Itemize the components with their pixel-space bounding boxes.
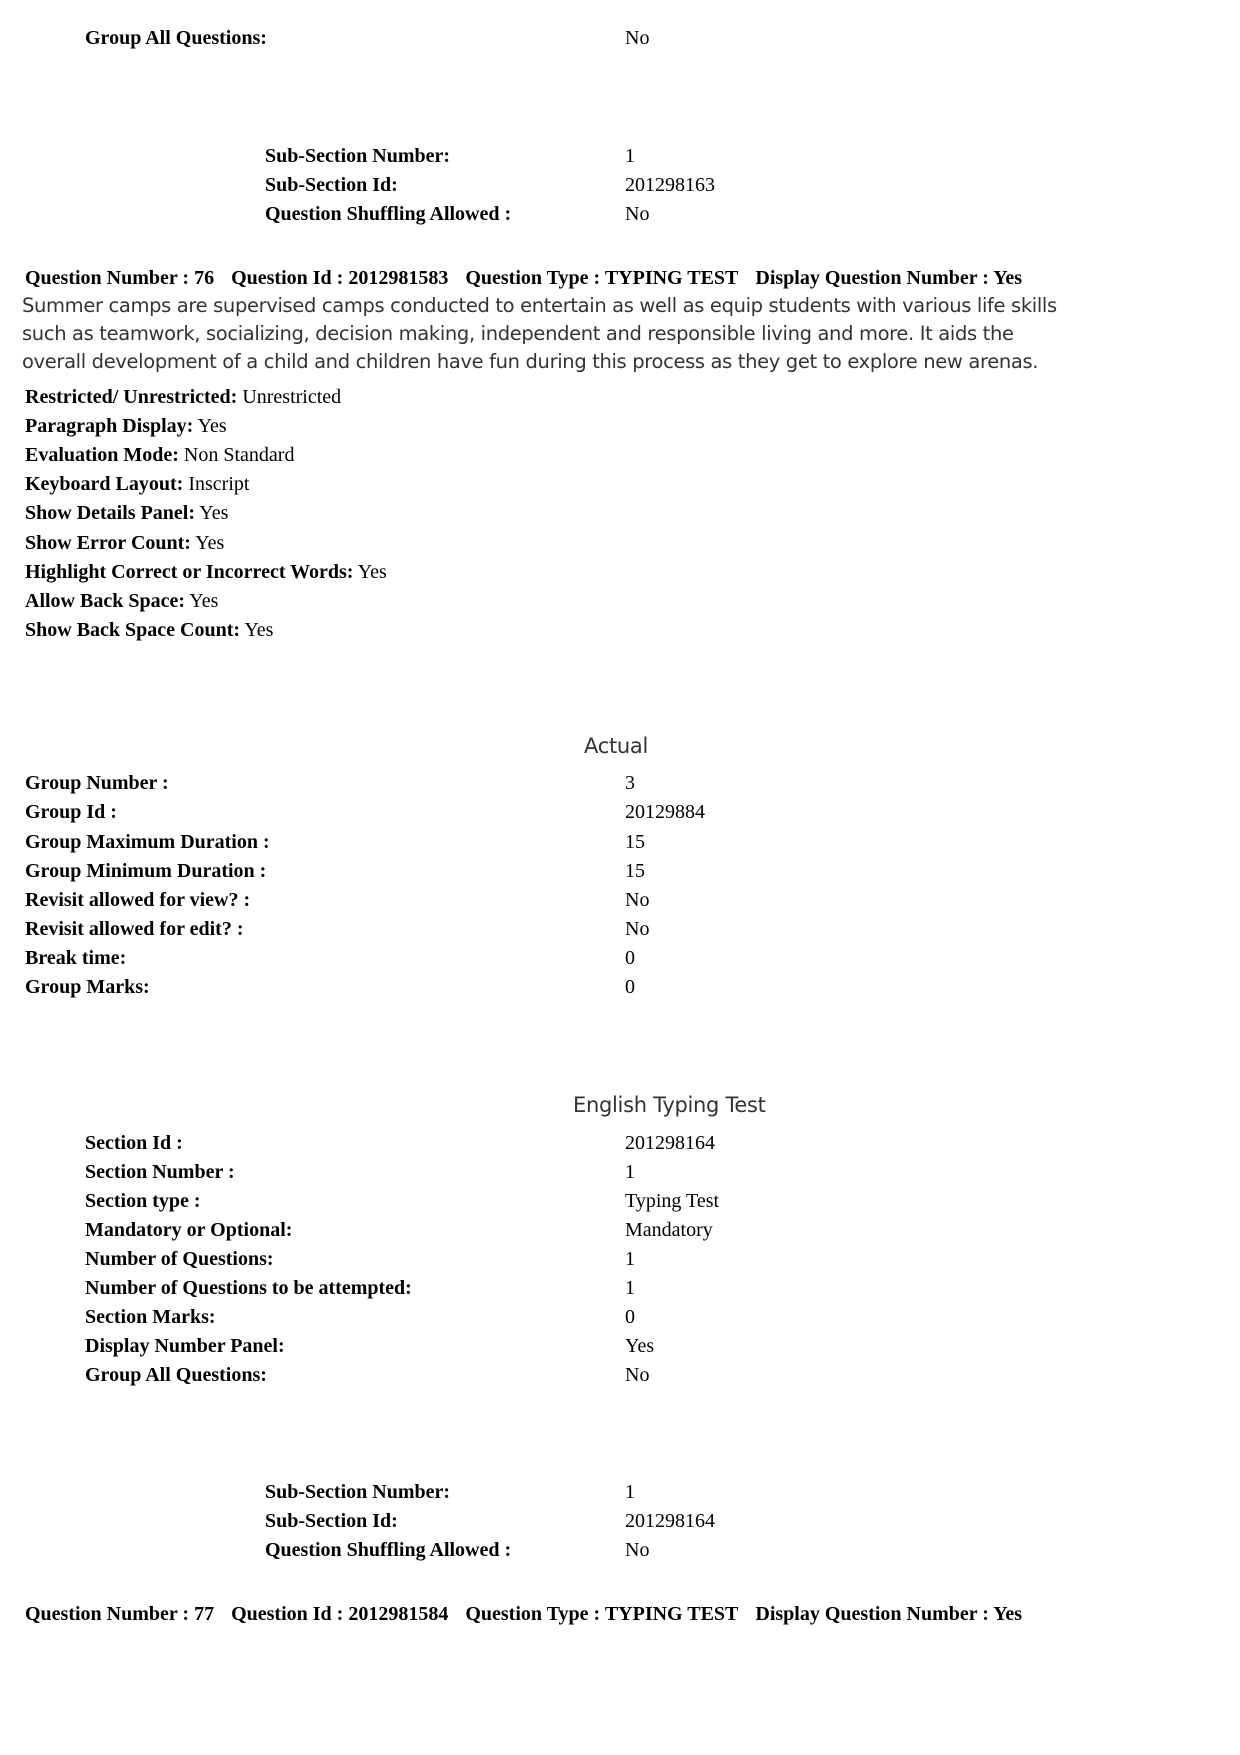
section-group-all-questions-value: No bbox=[625, 1364, 650, 1386]
question-number: Question Number : 77 bbox=[25, 1603, 215, 1625]
section-marks-label: Section Marks: bbox=[85, 1306, 216, 1328]
attr-value: Yes bbox=[357, 561, 387, 583]
question-number: Question Number : 76 bbox=[25, 267, 215, 289]
section-heading: English Typing Test bbox=[573, 1093, 766, 1117]
attr-evaluation-mode bbox=[25, 442, 294, 468]
attr-value: Unrestricted bbox=[242, 386, 342, 408]
attr-show-details-panel bbox=[25, 500, 228, 526]
attr-value: Yes bbox=[197, 415, 227, 437]
group-all-questions-value: No bbox=[625, 27, 650, 49]
group-min-duration-label: Group Minimum Duration : bbox=[25, 860, 267, 882]
display-number-panel-value: Yes bbox=[625, 1335, 655, 1357]
typing-passage bbox=[22, 292, 1202, 376]
question-type: Question Type : TYPING TEST bbox=[465, 1603, 739, 1625]
section-number-value: 1 bbox=[625, 1161, 635, 1183]
mandatory-optional-label: Mandatory or Optional: bbox=[85, 1219, 293, 1241]
question-id: Question Id : 2012981584 bbox=[231, 1603, 449, 1625]
section-id-label: Section Id : bbox=[85, 1132, 183, 1154]
questions-attempted-label: Number of Questions to be attempted: bbox=[85, 1277, 412, 1299]
attr-keyboard-layout bbox=[25, 471, 249, 497]
attr-show-back-space-count bbox=[25, 617, 273, 643]
questions-attempted-value: 1 bbox=[625, 1277, 635, 1299]
attr-value: Yes bbox=[195, 532, 225, 554]
question-shuffling-value: No bbox=[625, 203, 650, 225]
group-marks-value: 0 bbox=[625, 976, 635, 998]
section-marks-value: 0 bbox=[625, 1306, 635, 1328]
revisit-edit-value: No bbox=[625, 918, 650, 940]
subsection-number-value: 1 bbox=[625, 145, 635, 167]
question-type: Question Type : TYPING TEST bbox=[465, 267, 739, 289]
attr-label: Evaluation Mode: bbox=[25, 444, 179, 466]
subsection-id-label: Sub-Section Id: bbox=[265, 174, 398, 196]
attr-label: Highlight Correct or Incorrect Words: bbox=[25, 561, 354, 583]
passage-line: such as teamwork, socializing, decision making, independent and responsible living and more. It aids the bbox=[22, 322, 1014, 345]
attr-value: Non Standard bbox=[183, 444, 295, 466]
attr-highlight-words bbox=[25, 559, 387, 585]
attr-label: Allow Back Space: bbox=[25, 590, 185, 612]
break-time-label: Break time: bbox=[25, 947, 127, 969]
mandatory-optional-value: Mandatory bbox=[625, 1219, 713, 1241]
question-shuffling-label: Question Shuffling Allowed : bbox=[265, 1539, 512, 1561]
question-id: Question Id : 2012981583 bbox=[231, 267, 449, 289]
break-time-value: 0 bbox=[625, 947, 635, 969]
attr-value: Yes bbox=[244, 619, 274, 641]
section-group-all-questions-label: Group All Questions: bbox=[85, 1364, 267, 1386]
subsection-id-label: Sub-Section Id: bbox=[265, 1510, 398, 1532]
section-number-label: Section Number : bbox=[85, 1161, 235, 1183]
group-min-duration-value: 15 bbox=[625, 860, 645, 882]
revisit-edit-label: Revisit allowed for edit? : bbox=[25, 918, 244, 940]
display-question-number: Display Question Number : Yes bbox=[755, 1603, 1023, 1625]
attr-label: Restricted/ Unrestricted: bbox=[25, 386, 238, 408]
attr-label: Show Error Count: bbox=[25, 532, 191, 554]
revisit-view-value: No bbox=[625, 889, 650, 911]
attr-value: Yes bbox=[199, 502, 229, 524]
group-max-duration-label: Group Maximum Duration : bbox=[25, 831, 270, 853]
attr-value: Yes bbox=[189, 590, 219, 612]
question-76-header bbox=[25, 265, 1034, 291]
subsection-number-label: Sub-Section Number: bbox=[265, 145, 451, 167]
attr-show-error-count bbox=[25, 530, 224, 556]
attr-allow-back-space bbox=[25, 588, 218, 614]
group-marks-label: Group Marks: bbox=[25, 976, 150, 998]
question-shuffling-value: No bbox=[625, 1539, 650, 1561]
section-type-value: Typing Test bbox=[625, 1190, 720, 1212]
subsection-id-value: 201298163 bbox=[625, 174, 715, 196]
attr-restricted bbox=[25, 384, 341, 410]
group-max-duration-value: 15 bbox=[625, 831, 645, 853]
group-number-label: Group Number : bbox=[25, 772, 169, 794]
number-of-questions-label: Number of Questions: bbox=[85, 1248, 274, 1270]
attr-label: Paragraph Display: bbox=[25, 415, 194, 437]
section-type-label: Section type : bbox=[85, 1190, 201, 1212]
section-id-value: 201298164 bbox=[625, 1132, 715, 1154]
attr-label: Keyboard Layout: bbox=[25, 473, 184, 495]
subsection-number-value: 1 bbox=[625, 1481, 635, 1503]
group-number-value: 3 bbox=[625, 772, 635, 794]
group-heading: Actual bbox=[584, 734, 648, 758]
group-all-questions-label: Group All Questions: bbox=[85, 27, 267, 49]
number-of-questions-value: 1 bbox=[625, 1248, 635, 1270]
group-id-value: 20129884 bbox=[625, 801, 705, 823]
attr-label: Show Details Panel: bbox=[25, 502, 195, 524]
question-shuffling-label: Question Shuffling Allowed : bbox=[265, 203, 512, 225]
attr-paragraph-display bbox=[25, 413, 227, 439]
passage-line: Summer camps are supervised camps conducted to entertain as well as equip students with various life skills bbox=[22, 294, 1057, 317]
revisit-view-label: Revisit allowed for view? : bbox=[25, 889, 251, 911]
attr-value: Inscript bbox=[188, 473, 250, 495]
group-id-label: Group Id : bbox=[25, 801, 117, 823]
display-number-panel-label: Display Number Panel: bbox=[85, 1335, 285, 1357]
subsection-id-value: 201298164 bbox=[625, 1510, 715, 1532]
passage-line: overall development of a child and children have fun during this process as they get to explore new arenas. bbox=[22, 350, 1039, 373]
display-question-number: Display Question Number : Yes bbox=[755, 267, 1023, 289]
subsection-number-label: Sub-Section Number: bbox=[265, 1481, 451, 1503]
question-77-header bbox=[25, 1601, 1034, 1627]
attr-label: Show Back Space Count: bbox=[25, 619, 241, 641]
